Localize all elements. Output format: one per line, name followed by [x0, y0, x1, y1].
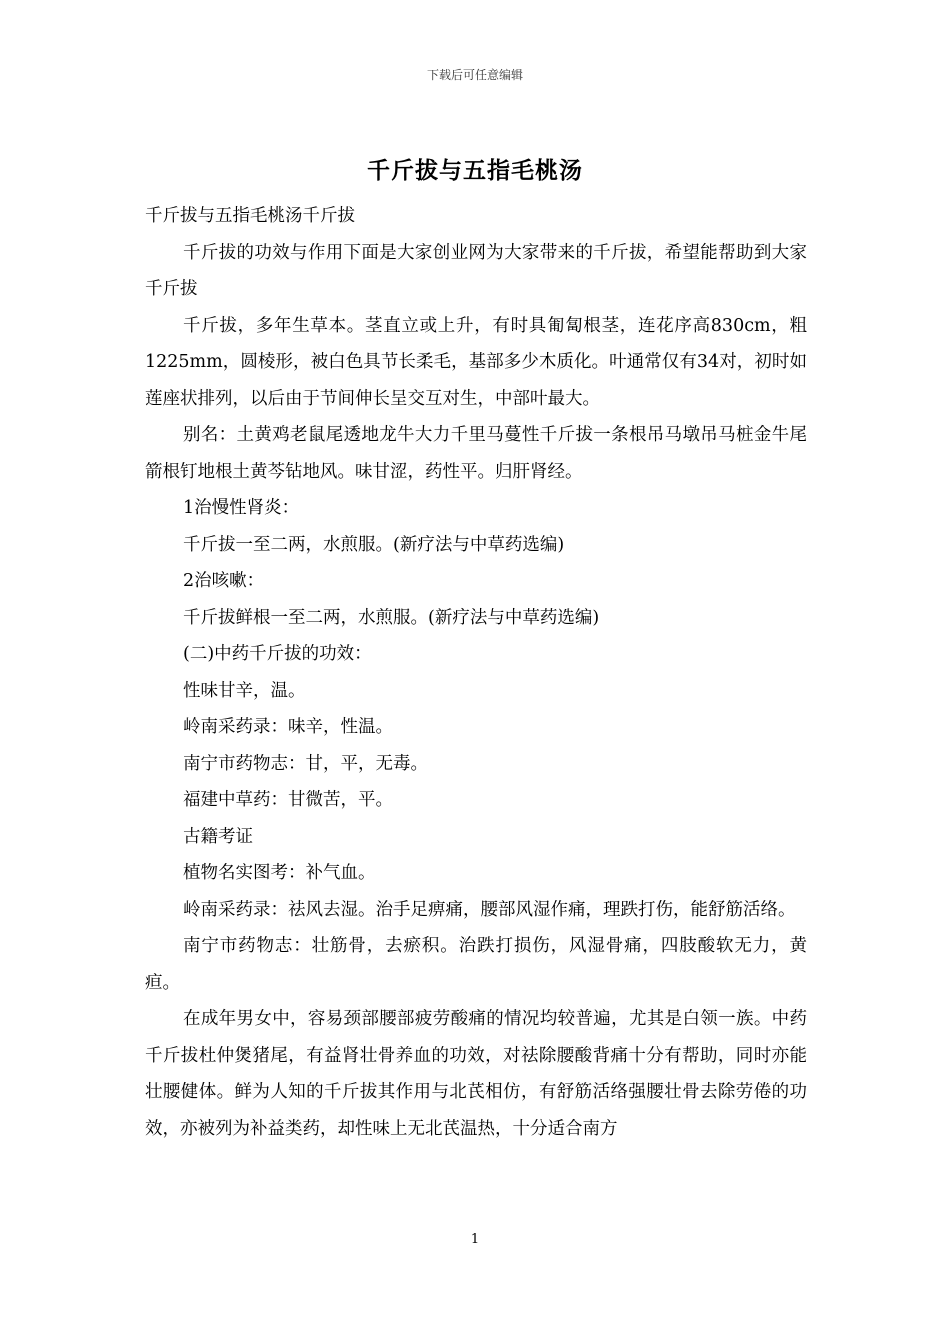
paragraph: 岭南采药录：味辛，性温。: [183, 717, 393, 737]
page-number: 1: [470, 1232, 480, 1247]
header-note: 下载后可任意编辑: [426, 68, 523, 82]
paragraph: 性味甘辛，温。: [183, 680, 306, 701]
paragraph: 千斤拔的功效与作用下面是大家创业网为大家带来的千斤拔，希望能帮助到大家千斤拔: [145, 242, 807, 299]
paragraph: 古籍考证: [183, 826, 253, 847]
paragraph: 岭南采药录：祛风去湿。治手足痹痛，腰部风湿作痛，理跌打伤，能舒筋活络。: [183, 899, 796, 920]
document-title: 千斤拔与五指毛桃汤: [367, 157, 583, 184]
paragraph: 千斤拔一至二两，水煎服。(新疗法与中草药选编): [183, 534, 565, 555]
paragraph: 千斤拔鲜根一至二两，水煎服。(新疗法与中草药选编): [183, 607, 600, 628]
paragraph: 南宁市药物志：壮筋骨，去瘀积。治跌打损伤，风湿骨痛，四肢酸软无力，黄疸。: [145, 936, 807, 993]
paragraph: 2治咳嗽：: [183, 571, 265, 591]
document-body: [145, 198, 807, 1147]
paragraph: 别名：土黄鸡老鼠尾透地龙牛大力千里马蔓性千斤拔一条根吊马墩吊马桩金牛尾箭根钉地根土黄芩钻地风。味甘涩，药性平。归肝肾经。: [145, 425, 807, 482]
paragraph: 福建中草药：甘微苦，平。: [183, 790, 393, 810]
paragraph: 植物名实图考：补气血。: [183, 863, 376, 883]
paragraph: 在成年男女中，容易颈部腰部疲劳酸痛的情况均较普遍，尤其是白领一族。中药千斤拔杜仲煲猪尾，有益肾壮骨养血的功效，对祛除腰酸背痛十分有帮助，同时亦能壮腰健体。鲜为人知的千斤拔其作用与北芪相仿，有舒筋活络强腰壮骨去除劳倦的功效，亦被列为补益类药，却性味上无北芪温热，十分适合南方: [145, 1009, 807, 1139]
paragraph: 1治慢性肾炎：: [183, 498, 300, 518]
paragraph: 千斤拔与五指毛桃汤千斤拔: [145, 206, 355, 226]
paragraph: 南宁市药物志：甘，平，无毒。: [183, 753, 428, 774]
paragraph: (二)中药千斤拔的功效：: [183, 644, 372, 664]
paragraph: 千斤拔，多年生草本。茎直立或上升，有时具匍匐根茎，连花序高830cm，粗1225mm，圆棱形，被白色具节长柔毛，基部多少木质化。叶通常仅有34对，初时如莲座状排列，以后由于节间伸长呈交互对生，中部叶最大。: [145, 315, 807, 409]
